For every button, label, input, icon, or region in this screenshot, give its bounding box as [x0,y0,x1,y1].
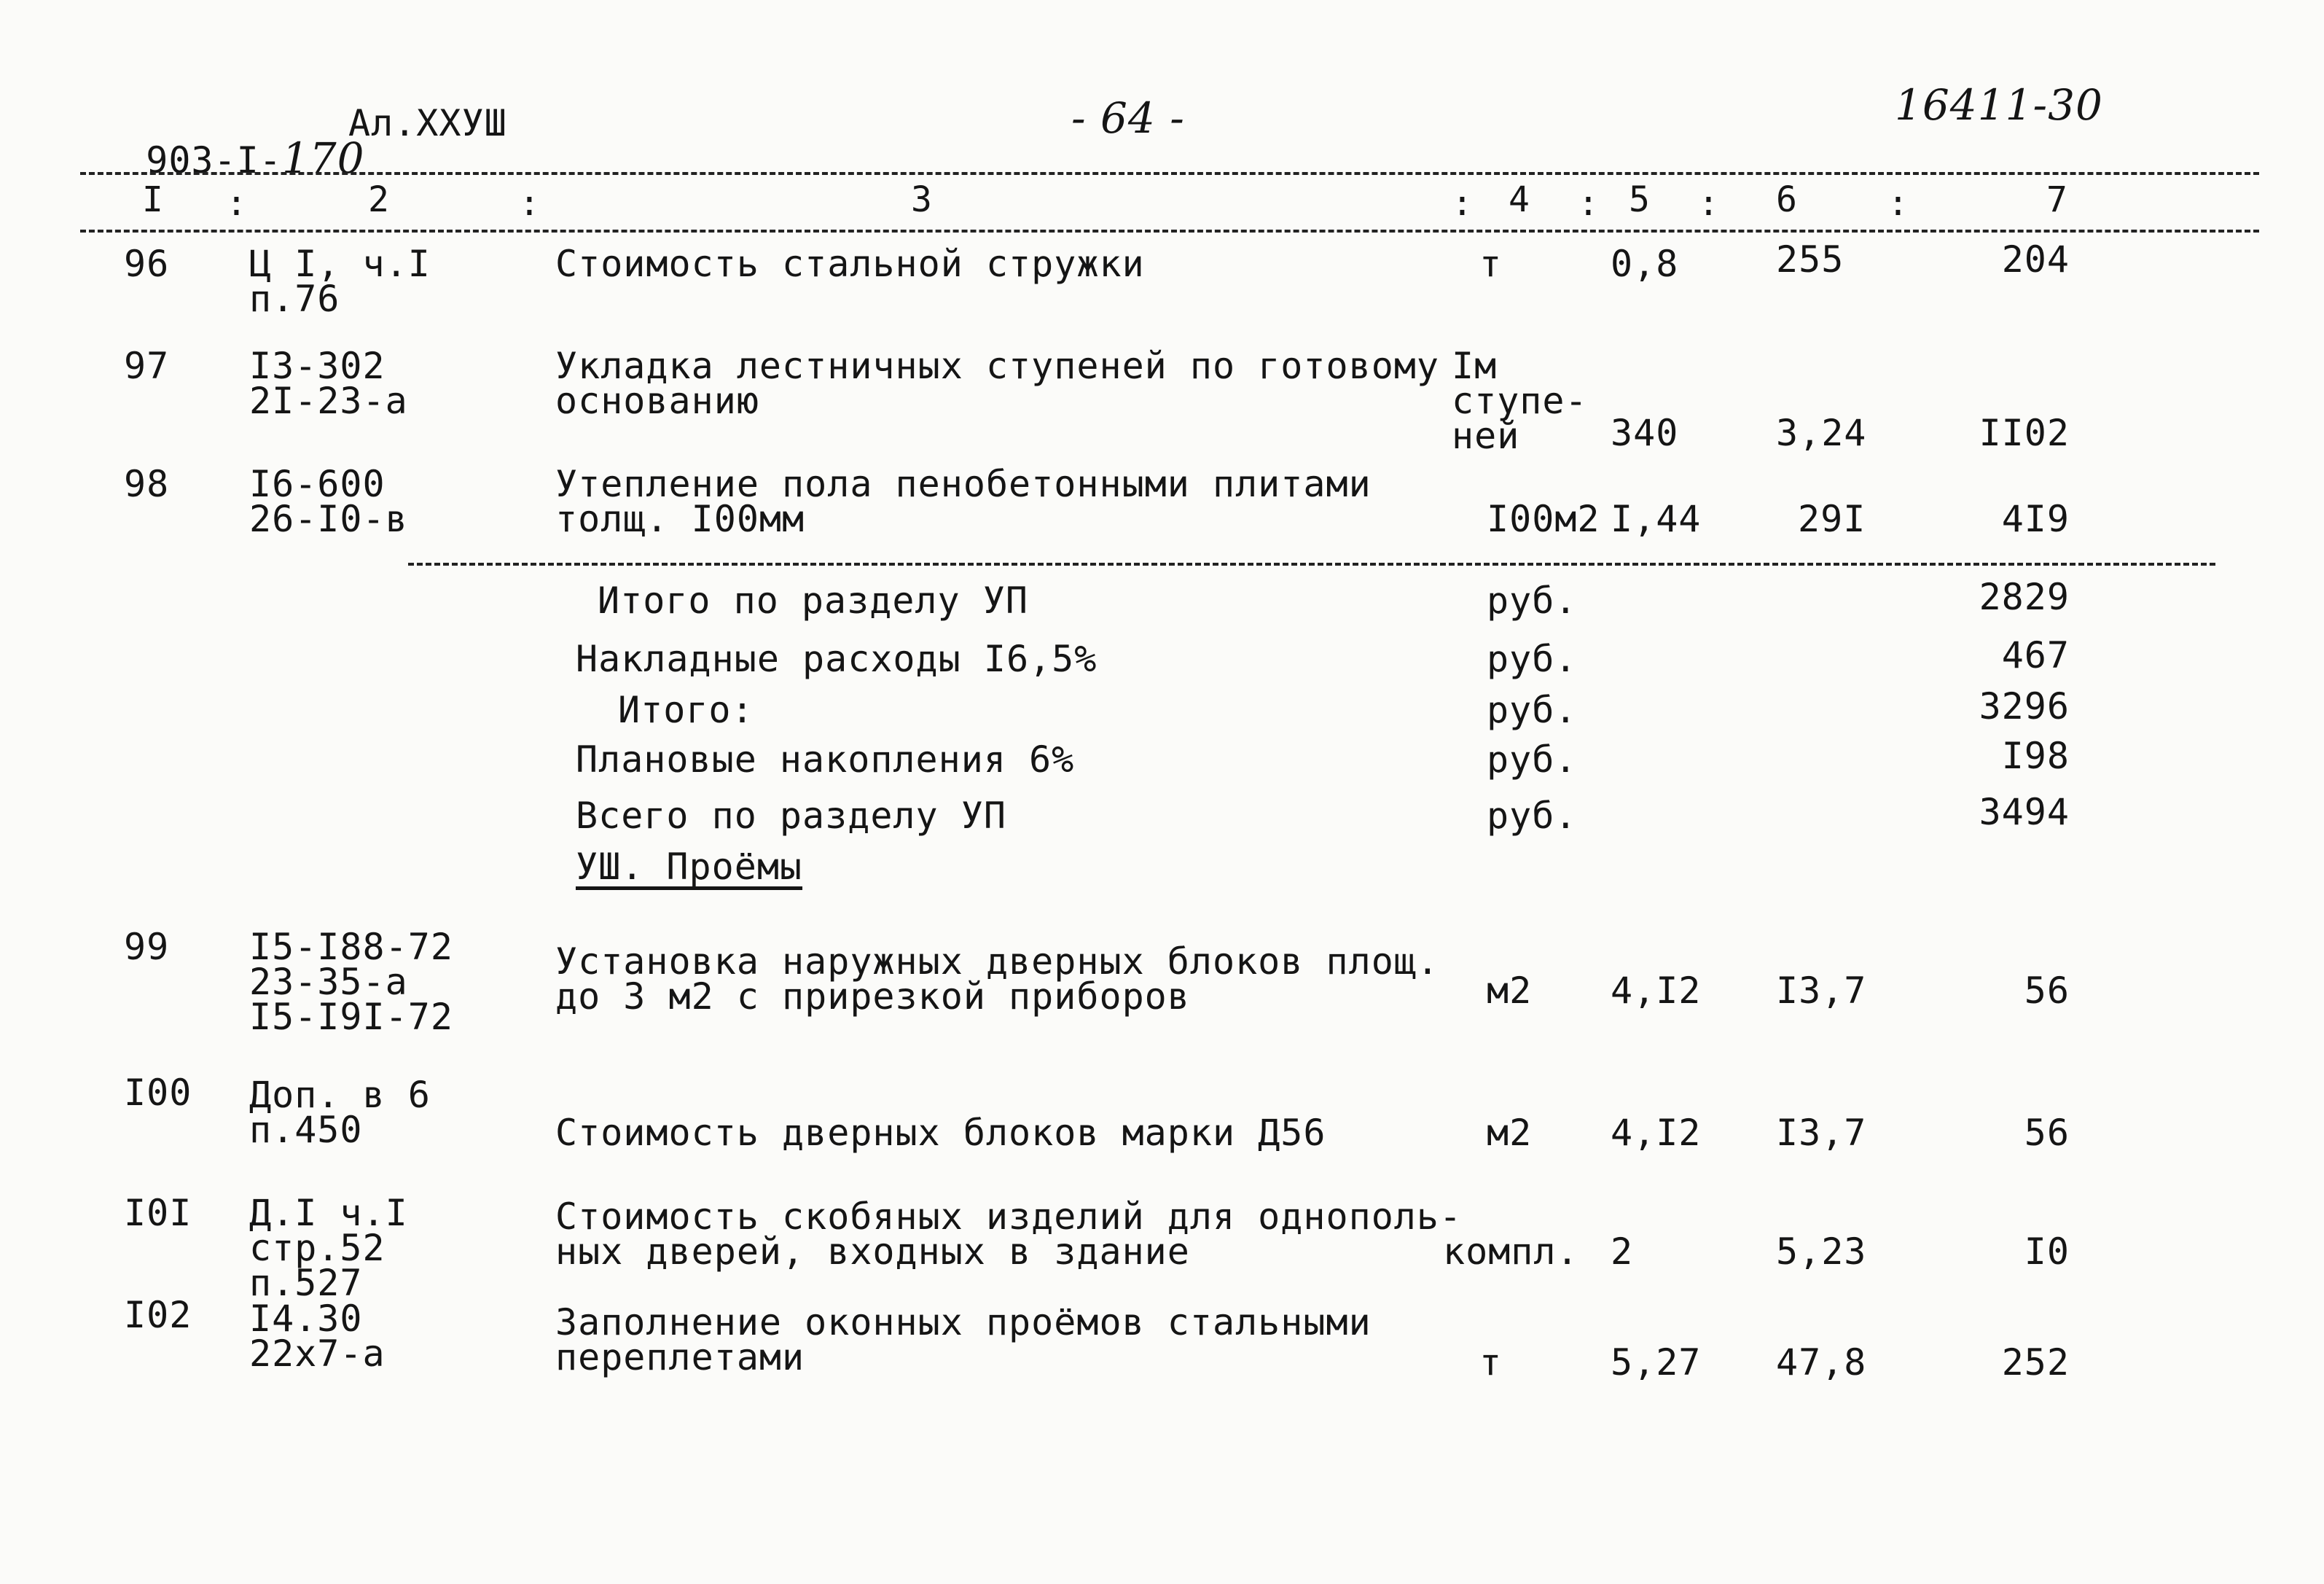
row-total: I0 [2024,1230,2070,1273]
subtotal-value: 3296 [1979,685,2070,727]
column-header-5: 5 [1629,179,1651,220]
column-header-1: I [142,179,164,220]
planned-savings-unit: руб. [1487,738,1578,781]
row-total: II02 [1979,412,2070,454]
row-number: 97 [124,345,170,387]
row-quantity: 4,I2 [1611,969,1702,1012]
doc-code-hand: 170 [281,133,365,183]
column-header-6: 6 [1776,179,1798,220]
album-label: Ал.ХХУШ [348,102,507,144]
row-quantity: I,44 [1611,498,1702,540]
total-value: 2829 [1979,576,2070,618]
column-sep: : [1578,183,1600,224]
row-price: I3,7 [1776,1112,1867,1154]
row-price: 5,23 [1776,1230,1867,1273]
row-price: 255 [1776,238,1844,281]
row-description: Заполнение оконных проёмов стальными переплетами [555,1301,1372,1378]
row-number: I02 [124,1294,192,1336]
row-total: 56 [2024,1112,2070,1154]
column-header-7: 7 [2046,179,2068,220]
header-bottom-rule [80,230,2259,233]
column-header-4: 4 [1509,179,1530,220]
overhead-unit: руб. [1487,638,1578,680]
doc-code [101,106,365,183]
column-sep: : [226,183,248,224]
row-unit: т [1479,243,1503,285]
row-price: 3,24 [1776,412,1867,454]
row-quantity: 0,8 [1611,243,1679,285]
row-quantity: 5,27 [1611,1341,1702,1384]
row-total: 4I9 [2001,498,2070,540]
grand-total-label: Всего по разделу УП [576,795,1006,837]
column-sep: : [1887,183,1909,224]
total-unit: руб. [1487,580,1578,622]
row-price: I3,7 [1776,969,1867,1012]
grand-total-value: 3494 [1979,791,2070,833]
row-description: Укладка лестничных ступеней по готовому основанию [555,345,1439,422]
row-description: Утепление пола пенобетонными плитами толщ. I00мм [555,463,1372,540]
row-reference: I6-600 26-I0-в [249,463,408,540]
column-sep: : [1452,183,1474,224]
header-top-rule [80,172,2259,175]
row-unit: м2 [1487,969,1533,1012]
overhead-label: Накладные расходы I6,5% [576,638,1098,680]
row-description: Стоимость стальной стружки [555,243,1145,285]
page-number: - 64 - [1071,93,1185,143]
row-price: 47,8 [1776,1341,1867,1384]
row-reference: Доп. в 6 п.450 [249,1074,431,1151]
overhead-value: 467 [2001,634,2070,676]
grand-total-unit: руб. [1487,795,1578,837]
column-header-2: 2 [368,179,390,220]
row-reference: Ц I, ч.I п.76 [249,243,431,320]
row-number: 99 [124,926,170,968]
row-total: 252 [2001,1341,2070,1384]
row-unit: I00м2 [1487,498,1600,540]
row-quantity: 4,I2 [1611,1112,1702,1154]
row-number: I00 [124,1072,192,1114]
subtotal-unit: руб. [1487,689,1578,731]
row-price: 29I [1798,498,1866,540]
row-quantity: 2 [1611,1230,1634,1273]
row-unit: м2 [1487,1112,1533,1154]
row-description: Стоимость дверных блоков марки Д56 [555,1112,1326,1154]
subtotal-label: Итого: [618,689,754,731]
row-number: 98 [124,463,170,505]
row-reference: Д.I ч.I стр.52 п.527 [249,1192,408,1304]
planned-savings-label: Плановые накопления 6% [576,738,1075,781]
column-header-3: 3 [911,179,933,220]
row-description: Установка наружных дверных блоков площ. до 3 м2 с прирезкой приборов [555,940,1439,1018]
section-title: УШ. Проёмы [576,846,803,888]
row-unit: компл. [1443,1230,1579,1273]
column-sep: : [519,183,541,224]
row-unit: т [1479,1341,1503,1384]
subtotal-rule [408,563,2215,566]
row-total: 204 [2001,238,2070,281]
row-total: 56 [2024,969,2070,1012]
total-label: Итого по разделу УП [598,580,1028,622]
doc-code-prefix: 903-I- [146,139,282,182]
row-number: 96 [124,243,170,285]
row-reference: I5-I88-72 23-35-а I5-I9I-72 [249,926,453,1038]
row-description: Стоимость скобяных изделий для однополь- ных дверей, входных в здание [555,1195,1463,1273]
row-reference: I4.30 22х7-а [249,1298,386,1375]
row-quantity: 340 [1611,412,1679,454]
row-number: I0I [124,1192,192,1234]
column-sep: : [1698,183,1720,224]
row-unit: Iм ступе- ней [1452,345,1588,457]
inventory-number: 16411-30 [1895,80,2103,130]
row-reference: I3-302 2I-23-а [249,345,408,422]
planned-savings-value: I98 [2001,735,2070,777]
